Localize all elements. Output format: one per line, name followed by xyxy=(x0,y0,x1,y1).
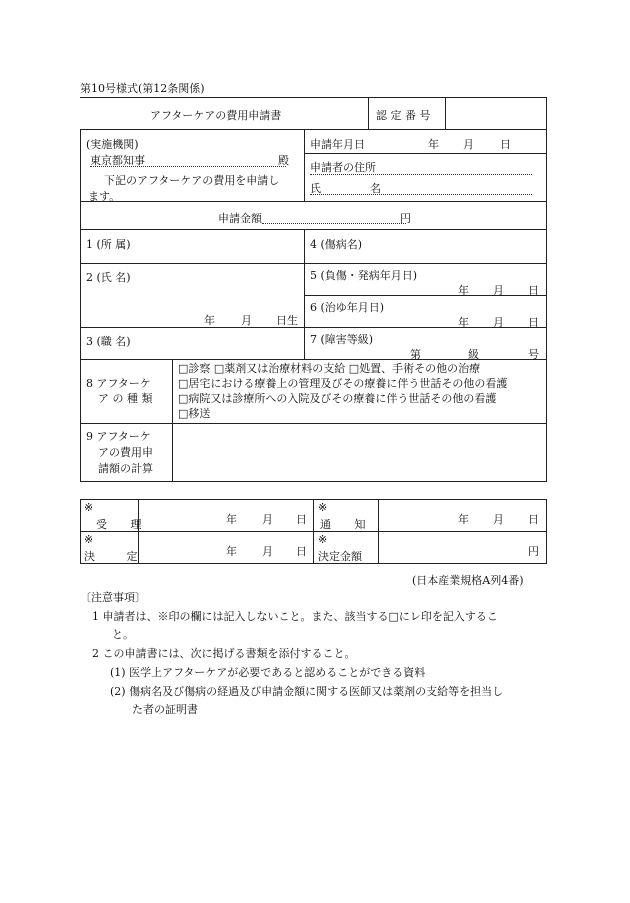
aftercare-option-row[interactable]: □診察 □薬剤又は治療材料の支給 □処置、手術その他の治療 xyxy=(178,362,481,375)
form-title: アフターケアの費用申請書 xyxy=(150,109,282,122)
field-job-title: 3 (職 名) xyxy=(86,335,131,348)
office-mark: ※ xyxy=(318,533,328,546)
honorific: 殿 xyxy=(278,154,289,167)
decided-month-unit: 月 xyxy=(262,545,273,558)
cert-number-field[interactable] xyxy=(450,102,542,126)
decided-label: 決 定 xyxy=(84,550,152,563)
decided-day-unit: 日 xyxy=(296,545,307,558)
received-year-unit: 年 xyxy=(226,513,237,526)
date-day-unit: 日 xyxy=(500,138,511,151)
cure-month-unit: 月 xyxy=(493,316,504,329)
aftercare-option-row[interactable]: □移送 xyxy=(178,407,211,420)
cost-calc-label xyxy=(86,429,153,477)
decided-amount-unit: 円 xyxy=(528,545,539,558)
applicant-address-label: 申請者の住所 xyxy=(310,161,376,174)
applicant-name-label: 氏 xyxy=(310,182,321,195)
received-month-unit: 月 xyxy=(262,513,273,526)
aftercare-type-label-1: 8 アフターケ xyxy=(86,377,151,390)
field-disease-name: 4 (傷病名) xyxy=(310,238,363,251)
grade-dai: 第 xyxy=(410,348,421,361)
note-2: 2 この申請書には、次に掲げる書類を添付すること。 xyxy=(92,647,356,660)
date-year-unit: 年 xyxy=(428,138,439,151)
field-name: 2 (氏 名) xyxy=(86,271,131,284)
notice-label: 通 知 xyxy=(320,518,376,531)
injury-year-unit: 年 xyxy=(458,284,469,297)
governor-name: 東京都知事 xyxy=(90,154,145,167)
aftercare-type-options xyxy=(178,361,507,421)
aftercare-option-row[interactable]: □居宅における療養上の管理及びその療養に伴う世話その他の看護 xyxy=(178,377,508,390)
amount-unit: 円 xyxy=(400,212,411,225)
note-2-2-cont: た者の証明書 xyxy=(132,703,198,716)
aftercare-type-label-2: ア の 種 類 xyxy=(98,392,153,405)
cure-day-unit: 日 xyxy=(528,316,539,329)
field-affiliation: 1 (所 属) xyxy=(86,238,131,251)
injury-day-unit: 日 xyxy=(528,284,539,297)
agency-label: (実施機関) xyxy=(86,138,139,151)
cost-calc-label-2: アの費用申 xyxy=(98,446,153,459)
note-2-1: (1) 医学上アフターケアが必要であると認めることができる資料 xyxy=(110,666,426,679)
notes-heading: 〔注意事項〕 xyxy=(80,591,146,604)
field-disability-grade: 7 (障害等級) xyxy=(310,333,374,346)
cert-number-label: 認 定 番 号 xyxy=(376,109,431,122)
received-day-unit: 日 xyxy=(296,513,307,526)
birth-month-unit: 月 xyxy=(241,314,252,327)
received-label: 受 理 xyxy=(96,518,152,531)
note-1-cont: と。 xyxy=(112,628,134,641)
decided-amount-label: 決定金額 xyxy=(318,550,362,563)
note-1: 1 申請者は、※印の欄には記入しないこと。また、該当する□にレ印を記入するこ xyxy=(92,610,498,623)
request-text-cont: ます。 xyxy=(88,190,121,203)
cost-calc-label-1: 9 アフターケ xyxy=(86,430,151,443)
notice-year-unit: 年 xyxy=(458,513,469,526)
cost-calc-field[interactable] xyxy=(178,428,540,476)
application-date-label: 申請年月日 xyxy=(310,138,365,151)
jis-size-note: (日本産業規格A列4番) xyxy=(412,574,524,587)
cost-calc-label-3: 請額の計算 xyxy=(98,462,153,475)
aftercare-type-label xyxy=(86,376,153,406)
office-mark: ※ xyxy=(318,501,328,514)
notice-day-unit: 日 xyxy=(528,513,539,526)
aftercare-option-row[interactable]: □病院又は診療所への入院及びその療養に伴う世話その他の看護 xyxy=(178,392,497,405)
grade-go: 号 xyxy=(528,348,539,361)
form-number: 第10号様式(第12条関係) xyxy=(80,82,205,95)
applicant-name-label-2: 名 xyxy=(370,182,381,195)
birth-year-unit: 年 xyxy=(204,314,215,327)
note-2-2: (2) 傷病名及び傷病の経過及び申請金額に関する医師又は薬剤の支給等を担当し xyxy=(110,685,504,698)
request-text: 下記のアフターケアの費用を申請し xyxy=(104,174,280,187)
grade-kyu: 級 xyxy=(468,348,479,361)
date-month-unit: 月 xyxy=(463,138,474,151)
birth-day-suffix: 日生 xyxy=(276,314,298,327)
office-mark: ※ xyxy=(84,501,94,514)
amount-label: 申請金額 xyxy=(218,212,262,225)
office-mark: ※ xyxy=(84,533,94,546)
cure-year-unit: 年 xyxy=(458,316,469,329)
field-injury-date: 5 (負傷・発病年月日) xyxy=(310,269,418,282)
notice-month-unit: 月 xyxy=(493,513,504,526)
injury-month-unit: 月 xyxy=(493,284,504,297)
field-cure-date: 6 (治ゆ年月日) xyxy=(310,301,385,314)
decided-year-unit: 年 xyxy=(226,545,237,558)
